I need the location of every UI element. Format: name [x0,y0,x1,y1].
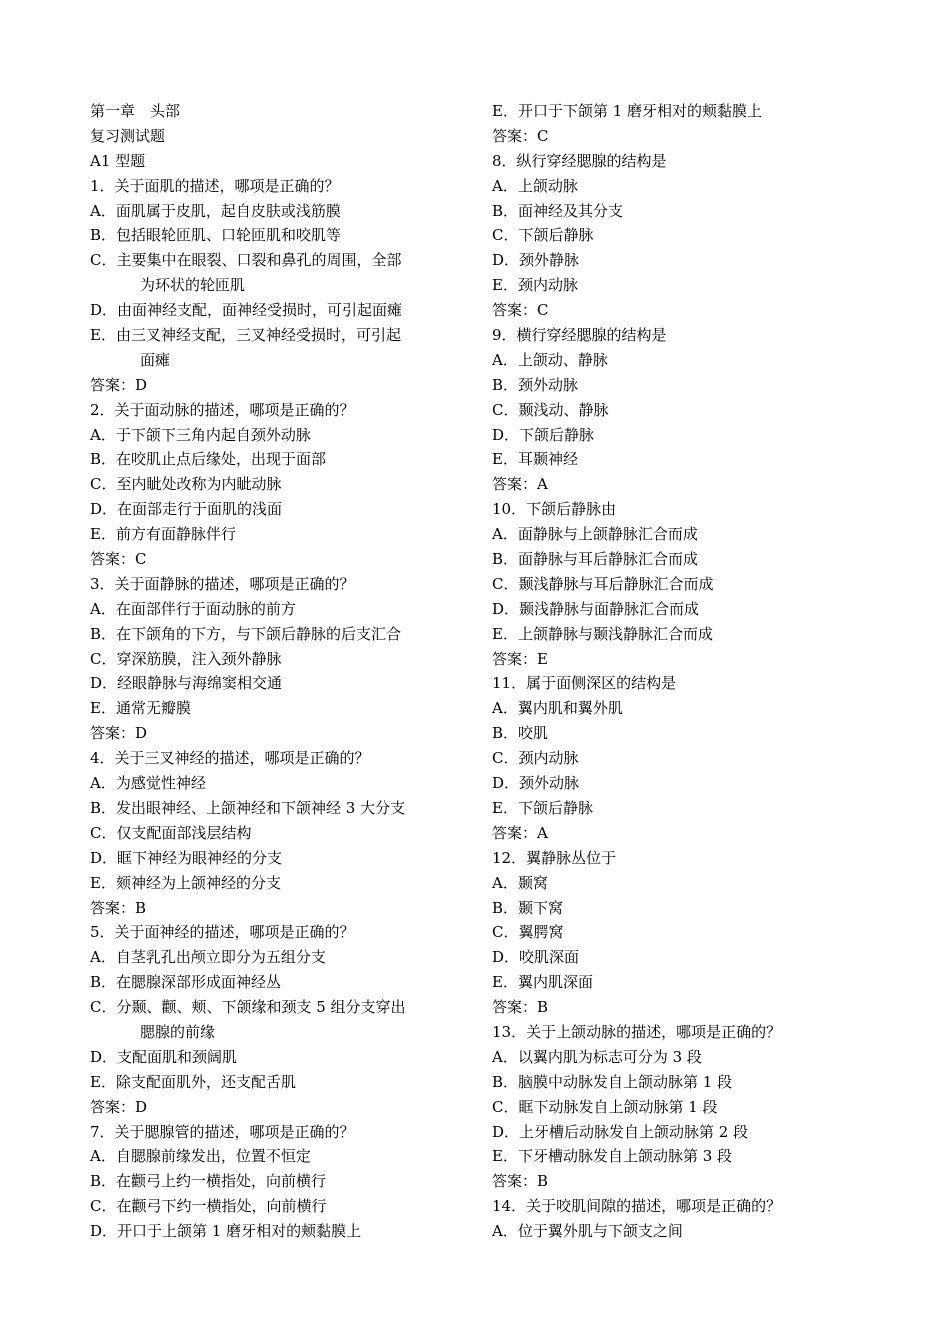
text-line: A．翼内肌和翼外肌 [492,699,623,718]
text-line: 10．下颌后静脉由 [492,500,617,519]
text-line: 答案：D [90,724,148,743]
text-line: A．上颌动、静脉 [492,350,608,369]
text-line: B．在颧弓上约一横指处，向前横行 [90,1172,327,1191]
text-line: A．为感觉性神经 [90,774,206,793]
right-column [492,99,852,1244]
text-line: B．在下颌角的下方，与下颌后静脉的后支汇合 [90,624,402,643]
text-line: D．在面部走行于面肌的浅面 [90,500,283,519]
text-line: 答案：B [492,998,549,1017]
text-line: B．咬肌 [492,724,549,743]
text-line: 答案：C [90,550,147,569]
text-line: 第一章 头部 [90,102,181,120]
text-line: 答案：C [492,126,549,145]
text-line: 答案：E [492,649,548,668]
text-line: C．颈内动脉 [492,749,579,768]
text-line: D．颞浅静脉与面静脉汇合而成 [492,599,700,618]
text-line: A．颞窝 [492,873,548,892]
text-line: 复习测试题 [90,126,166,145]
text-line: B．在腮腺深部形成面神经丛 [90,973,282,992]
text-line: C．下颌后静脉 [492,226,594,245]
text-line: 5．关于面神经的描述，哪项是正确的？ [90,923,355,942]
text-line: C．主要集中在眼裂、口裂和鼻孔的周围，全部 [90,251,402,270]
text-line: A．于下颌下三角内起自颈外动脉 [90,425,311,444]
text-line: C．翼腭窝 [492,923,564,942]
text-line: B．包括眼轮匝肌、口轮匝肌和咬肌等 [90,226,342,245]
text-line: C．颞浅静脉与耳后静脉汇合而成 [492,574,714,593]
text-line: 答案：B [90,898,147,917]
text-line: D．由面神经支配，面神经受损时，可引起面瘫 [90,301,403,320]
text-line: D．颈外动脉 [492,774,580,793]
text-line: C．至内眦处改称为内眦动脉 [90,475,282,494]
text-line: 答案：B [492,1172,549,1191]
text-line: 答案：A [492,475,548,494]
text-line: A．自茎乳孔出颅立即分为五组分支 [90,948,326,967]
text-line: C．眶下动脉发自上颌动脉第 1 段 [492,1097,718,1116]
text-line: E．前方有面静脉伴行 [90,525,236,544]
text-line: A．面肌属于皮肌，起自皮肤或浅筋膜 [90,201,341,220]
text-line: 3．关于面静脉的描述，哪项是正确的？ [90,574,355,593]
text-line: 8．纵行穿经腮腺的结构是 [492,151,667,170]
text-line: E．除支配面肌外，还支配舌肌 [90,1072,296,1091]
text-line: B．在咬肌止点后缘处，出现于面部 [90,450,327,469]
text-line: E．下颌后静脉 [492,798,593,817]
text-line: A．在面部伴行于面动脉的前方 [90,599,296,618]
text-line: E．开口于下颌第 1 磨牙相对的颊黏膜上 [492,102,763,120]
text-line: E．翼内肌深面 [492,973,593,992]
text-line: B．发出眼神经、上颌神经和下颌神经 3 大分支 [90,798,406,817]
text-line-continuation: 腮腺的前缘 [140,1022,216,1041]
text-line: 答案：D [90,1097,148,1116]
text-line: D．颈外静脉 [492,251,580,270]
text-line: 12．翼静脉丛位于 [492,848,617,867]
text-line: 1．关于面肌的描述，哪项是正确的？ [90,176,340,195]
text-line: D．经眼静脉与海绵窦相交通 [90,674,283,693]
text-line: D．上牙槽后动脉发自上颌动脉第 2 段 [492,1122,749,1141]
text-line: 11．属于面侧深区的结构是 [492,674,677,693]
text-line: A．位于翼外肌与下颌支之间 [492,1222,683,1241]
text-line: A．上颌动脉 [492,176,578,195]
text-line: D．咬肌深面 [492,948,580,967]
text-line: C．在颧弓下约一横指处，向前横行 [90,1197,327,1216]
text-line-continuation: 面瘫 [140,350,171,369]
text-line: E．由三叉神经支配，三叉神经受损时，可引起 [90,326,401,345]
text-line: 答案：A [492,823,548,842]
text-line: 7．关于腮腺管的描述，哪项是正确的？ [90,1122,355,1141]
text-line: B．脑膜中动脉发自上颌动脉第 1 段 [492,1072,733,1091]
text-line: C．颞浅动、静脉 [492,400,609,419]
text-line: C．仅支配面部浅层结构 [90,823,252,842]
text-line: B．颞下窝 [492,898,564,917]
text-line: C．分颞、颧、颊、下颌缘和颈支 5 组分支穿出 [90,998,406,1017]
text-line: D．下颌后静脉 [492,425,595,444]
text-line: 13．关于上颌动脉的描述，哪项是正确的？ [492,1022,782,1041]
text-line: D．支配面肌和颈阔肌 [90,1047,238,1066]
text-line: E．颏神经为上颌神经的分支 [90,873,281,892]
text-line: 4．关于三叉神经的描述，哪项是正确的？ [90,749,370,768]
text-line: A．自腮腺前缘发出，位置不恒定 [90,1147,311,1166]
text-line: E．上颌静脉与颞浅静脉汇合而成 [492,624,713,643]
text-line: B．颈外动脉 [492,375,579,394]
text-line-continuation: 为环状的轮匝肌 [140,276,246,295]
text-line: 2．关于面动脉的描述，哪项是正确的？ [90,400,355,419]
text-line: B．面静脉与耳后静脉汇合而成 [492,550,699,569]
text-line: E．下牙槽动脉发自上颌动脉第 3 段 [492,1147,733,1166]
left-column [90,99,450,1244]
text-line: C．穿深筋膜，注入颈外静脉 [90,649,282,668]
text-line: D．眶下神经为眼神经的分支 [90,848,283,867]
text-line: D．开口于上颌第 1 磨牙相对的颊黏膜上 [90,1222,362,1241]
text-line: B．面神经及其分支 [492,201,624,220]
text-line: E．耳颞神经 [492,450,578,469]
text-line: 答案：D [90,375,148,394]
text-line: A1 型题 [90,151,146,170]
text-line: 答案：C [492,301,549,320]
text-line: A．以翼内肌为标志可分为 3 段 [492,1047,702,1066]
text-line: E．颈内动脉 [492,276,578,295]
text-line: 9．横行穿经腮腺的结构是 [492,326,667,345]
text-line: 14．关于咬肌间隙的描述，哪项是正确的？ [492,1197,782,1216]
text-line: A．面静脉与上颌静脉汇合而成 [492,525,698,544]
text-line: E．通常无瓣膜 [90,699,191,718]
